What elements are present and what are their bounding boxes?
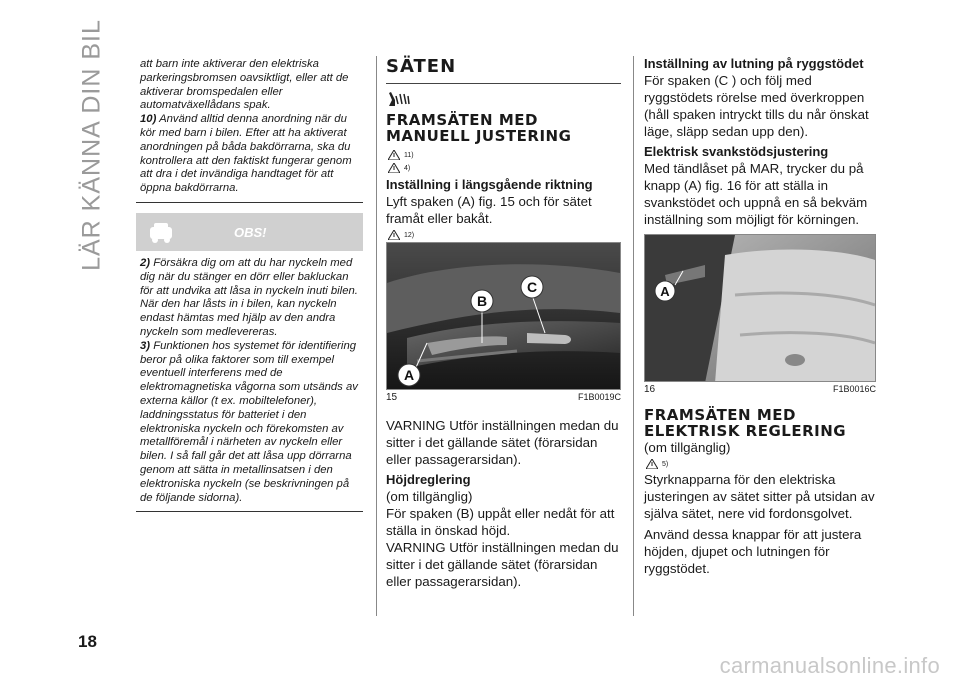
ref-number: 5) <box>662 460 669 468</box>
paragraph: För spaken (C ) och följ med ryggstödets rörelse med överkroppen (håll spaken intryckt tills du når önskat läge, släpp sedan upp den). <box>644 73 869 139</box>
subheading-longitudinal: Inställning i längsgående riktning <box>386 177 593 192</box>
callout-a: A <box>660 284 670 299</box>
figure-caption <box>386 392 621 403</box>
column-divider <box>633 56 634 616</box>
ref-number: 11) <box>404 151 414 159</box>
warning-ref <box>388 230 621 240</box>
note-number: 10) <box>140 113 157 126</box>
obs-notes <box>136 251 363 512</box>
paragraph: Med tändlåset på MAR, trycker du på knapp (A) fig. 16 för att ställa in svankstödet och uppnå en så bekväm inställning som möjligt för körningen. <box>644 161 868 227</box>
warning-triangle-icon <box>646 459 658 469</box>
subheading-backrest: Inställning av lutning på ryggstödet <box>644 56 864 71</box>
paragraph: För spaken (B) uppåt eller nedåt för att ställa in önskad höjd. <box>386 506 615 538</box>
page-number: 18 <box>78 632 97 651</box>
note-text: Funktionen hos systemet för identifiering beror på olika faktorer som till exempel eventuell interferens med de elektromagnetiska vågorna som utsänds av externa källor (t ex. mobiltelefoner), laddningsstatus för batteriet i den elektroniska nyckeln och förekomsten av metallföremål i närheten av nyckeln eller bilen. I så fall går det att låsa upp dörrarna genom att sätta in metallinsatsen i den elektroniska nyckeln (se beskrivningen på de följande sidorna). <box>140 339 358 504</box>
figure-code: F1B0016C <box>832 384 876 394</box>
warning-paragraph: VARNING Utför inställningen medan du sitter i det gällande sätet (förarsidan eller passagerarsidan). <box>386 540 619 589</box>
figure-15-seat-levers <box>386 242 621 390</box>
paragraph: Lyft spaken (A) fig. 15 och för sätet framåt eller bakåt. <box>386 194 592 226</box>
figure-16-lumbar-button <box>644 234 876 382</box>
callout-c: C <box>526 279 538 295</box>
warning-triangle-icon <box>388 150 400 160</box>
note-text: Försäkra dig om att du har nyckeln med dig när du stänger en dörr eller bakluckan för att undvika att låsa in nyckeln inuti bilen. När den har låsts in i bilen, kan nyckeln endast hämtas med hjälp av den andra nyckeln som medlevereras. <box>140 256 358 338</box>
paragraph: Använd dessa knappar för att justera höjden, djupet och lutningen för ryggstödet. <box>644 527 862 576</box>
heading-manual-seats: FRAMSÄTEN MED MANUELL JUSTERING <box>386 111 572 145</box>
obs-header <box>136 213 363 251</box>
car-hand-icon <box>144 217 178 252</box>
column-2 <box>386 56 621 590</box>
warning-ref <box>388 163 621 173</box>
chapter-side-title: LÄR KÄNNA DIN BIL <box>77 19 106 271</box>
paragraph: Styrknapparna för den elektriska justeringen av sätet sitter på utsidan av själva sätet, nere vid fordonsgolvet. <box>644 472 875 521</box>
note-number: 3) <box>140 339 151 352</box>
warning-triangle-icon <box>388 230 400 240</box>
callout-b: B <box>476 293 488 309</box>
seat-icon <box>386 90 621 108</box>
warning-continuation-box <box>136 56 363 203</box>
callout-a: A <box>403 367 415 383</box>
column-3 <box>644 56 876 577</box>
figure-number: 15 <box>386 392 398 403</box>
figure-code: F1B0019C <box>577 392 621 402</box>
warning-intro-text: att barn inte aktiverar den elektriska parkeringsbromsen oavsiktligt, eller att de aktiverar bromspedalen eller automatväxellådans spak. <box>140 58 349 112</box>
warning-triangle-icon <box>388 163 400 173</box>
warning-ref <box>646 459 876 469</box>
warning-ref <box>388 150 621 160</box>
optional-note: (om tillgänglig) <box>386 489 473 504</box>
warning-paragraph: VARNING Utför inställningen medan du sitter i det gällande sätet (förarsidan eller passagerarsidan). <box>386 418 619 467</box>
figure-number: 16 <box>644 384 656 395</box>
note-number: 2) <box>140 256 151 269</box>
lumbar-button-photo <box>645 235 875 382</box>
watermark: carmanualsonline.info <box>719 653 940 678</box>
warning-text: Använd alltid denna anordning när du kör med barn i bilen. Efter att ha aktiverat anordningen på båda bakdörrarna, ska du kontrollera att den faktiskt fungerar genom att dra i det invändiga handtaget för att öppna bakdörrarna. <box>140 113 352 195</box>
ref-number: 4) <box>404 164 411 172</box>
divider <box>386 83 621 84</box>
column-1 <box>136 56 363 512</box>
figure-caption <box>644 384 876 395</box>
subheading-lumbar: Elektrisk svankstödsjustering <box>644 144 829 159</box>
column-divider <box>376 56 377 616</box>
subheading-height: Höjdreglering <box>386 472 471 487</box>
section-title: SÄTEN <box>386 56 457 77</box>
seat-lever-photo <box>387 243 620 390</box>
heading-electric-seats: FRAMSÄTEN MED ELEKTRISK REGLERING <box>644 406 847 440</box>
ref-number: 12) <box>404 231 415 239</box>
optional-note: (om tillgänglig) <box>644 440 731 455</box>
obs-label: OBS! <box>234 224 267 240</box>
